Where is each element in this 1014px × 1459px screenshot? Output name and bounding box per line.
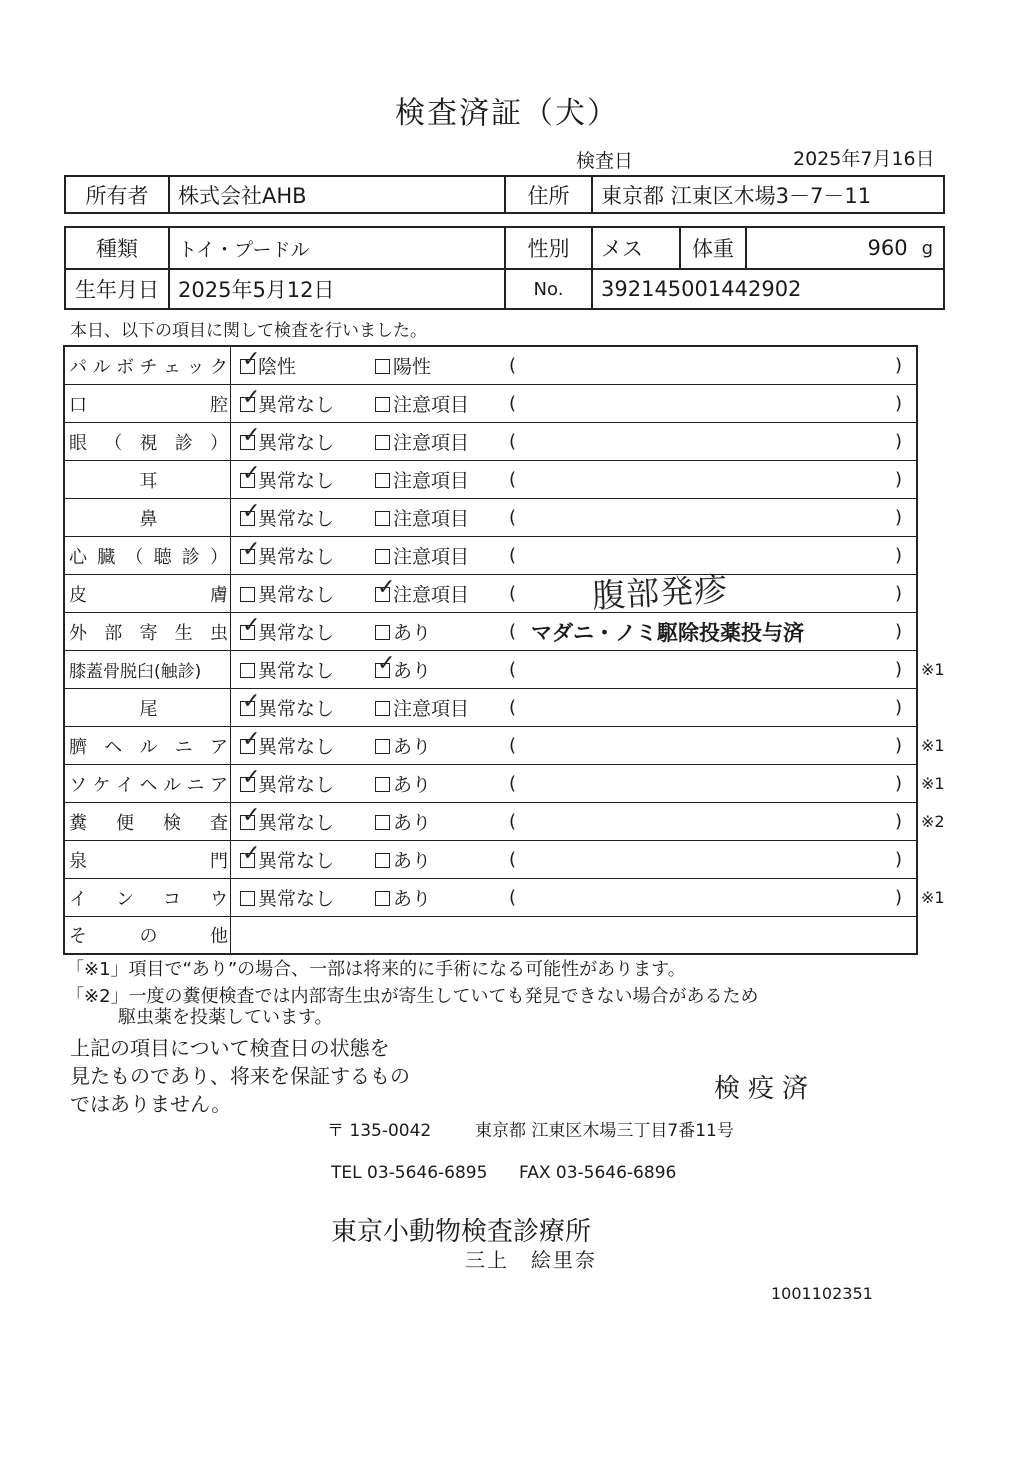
item-label-char: ウ [210, 888, 228, 910]
remark-open-paren: ( [509, 849, 517, 870]
item-label-char: 膚 [210, 584, 228, 606]
inspection-grid [63, 345, 945, 955]
serial-number: 1001102351 [771, 1284, 873, 1303]
inspection-item-label [65, 423, 231, 460]
option-label: 異常なし [258, 470, 335, 492]
checked-box-icon[interactable] [240, 777, 255, 792]
checked-box-icon[interactable] [240, 473, 255, 488]
option-label: 陰性 [258, 356, 297, 378]
checkbox-icon[interactable] [375, 473, 390, 488]
option-normal[interactable] [240, 651, 334, 688]
option-alert[interactable] [375, 803, 431, 840]
item-label-char: 心 [69, 546, 87, 568]
checked-box-icon[interactable] [240, 511, 255, 526]
option-normal[interactable] [240, 689, 334, 726]
weight-unit: g [921, 237, 933, 259]
option-alert[interactable] [375, 537, 469, 574]
item-label-char: 便 [116, 812, 134, 834]
remark-open-paren: ( [509, 507, 517, 528]
checkbox-icon[interactable] [375, 891, 390, 906]
footnote-mark: ※2 [921, 812, 945, 831]
notice-text: 本日、以下の項目に関して検査を行いました。 [70, 321, 427, 341]
inspection-row [65, 651, 945, 689]
option-alert[interactable] [375, 613, 431, 650]
option-label: あり [393, 622, 432, 644]
option-label: あり [393, 774, 432, 796]
remark-close-paren: ) [895, 393, 903, 414]
weight-value: 960 [867, 236, 908, 260]
checked-box-icon[interactable] [240, 435, 255, 450]
exam-date-label: 検査日 [576, 150, 634, 172]
option-label: あり [393, 660, 432, 682]
option-label: 注意項目 [393, 394, 470, 416]
option-label: 異常なし [258, 584, 335, 606]
remark-open-paren: ( [509, 697, 517, 718]
option-normal[interactable] [240, 613, 334, 650]
item-label-char: 寄 [139, 622, 158, 644]
remark-close-paren: ) [895, 887, 903, 908]
footnote-mark: ※1 [921, 888, 945, 907]
option-normal[interactable] [240, 841, 334, 878]
item-label-char: 腔 [210, 394, 228, 416]
inspection-row [65, 385, 916, 423]
option-normal[interactable] [240, 423, 334, 460]
item-label-char: チ [139, 356, 158, 378]
option-alert[interactable] [375, 689, 469, 726]
option-label: 異常なし [258, 850, 335, 872]
vet-name: 三上 絵里奈 [465, 1248, 597, 1272]
option-alert[interactable] [375, 879, 431, 916]
quarantine-stamp: 検疫済 [714, 1074, 817, 1104]
option-label: 異常なし [258, 660, 335, 682]
sex-value: メス [593, 228, 681, 268]
inspection-row [65, 917, 916, 955]
remark-close-paren: ) [895, 773, 903, 794]
postal-code: 〒 135-0042 [327, 1121, 432, 1141]
remark-open-paren: ( [509, 621, 517, 642]
number-value: 392145001442902 [592, 269, 944, 309]
item-label-char: ェ [163, 356, 181, 378]
inspection-item-label [65, 613, 231, 650]
option-alert[interactable] [375, 727, 431, 764]
checkbox-icon[interactable] [375, 701, 390, 716]
clinic-phone: TEL 03-5646-6895 [331, 1163, 488, 1183]
checked-box-icon[interactable] [240, 549, 255, 564]
option-label: 異常なし [258, 736, 335, 758]
checkbox-icon[interactable] [375, 435, 390, 450]
checked-box-icon[interactable] [375, 663, 390, 678]
item-label-char: 査 [210, 812, 228, 834]
item-label-char: の [139, 926, 158, 947]
item-label-char: ） [210, 432, 228, 454]
inspection-item-label [65, 499, 231, 536]
option-alert[interactable] [375, 347, 431, 384]
item-label-char: ッ [186, 356, 205, 378]
item-label-char: 口 [69, 394, 87, 416]
remark-close-paren: ) [895, 849, 903, 870]
option-normal[interactable] [240, 385, 334, 422]
checkbox-icon[interactable] [375, 739, 390, 754]
option-label: 異常なし [258, 812, 335, 834]
option-alert[interactable] [375, 765, 431, 802]
inspection-row [65, 499, 916, 537]
inspection-item-label [65, 879, 231, 916]
option-normal[interactable] [240, 727, 334, 764]
option-label: 注意項目 [393, 432, 470, 454]
item-label-char: ニ [186, 774, 205, 796]
remark-close-paren: ) [895, 355, 903, 376]
remark-close-paren: ) [895, 811, 903, 832]
inspection-item-label [65, 537, 231, 574]
item-label-char: 他 [210, 926, 228, 947]
checkbox-icon[interactable] [375, 815, 390, 830]
inspection-row [65, 613, 916, 651]
item-label-char: （ [125, 546, 144, 568]
checked-box-icon[interactable] [240, 359, 255, 374]
checked-box-icon[interactable] [240, 815, 255, 830]
option-alert[interactable] [375, 651, 431, 688]
remark-close-paren: ) [895, 583, 903, 604]
owner-table [64, 175, 945, 214]
owner-value: 株式会社AHB [169, 176, 505, 213]
item-label-char: ヘ [139, 774, 158, 796]
animal-table [64, 226, 945, 310]
inspection-item-label [65, 651, 231, 688]
option-label: あり [393, 888, 432, 910]
sex-label: 性別 [505, 227, 592, 269]
remark-open-paren: ( [509, 545, 517, 566]
address-value: 東京都 江東区木場3－7－11 [592, 176, 944, 213]
option-label: 注意項目 [393, 584, 470, 606]
inspection-item-label [65, 765, 231, 802]
inspection-item-label [65, 803, 231, 840]
checkbox-icon[interactable] [375, 549, 390, 564]
footnote-mark: ※1 [921, 736, 945, 755]
option-label: 異常なし [258, 508, 335, 530]
option-label: 注意項目 [393, 546, 470, 568]
remark-open-paren: ( [509, 811, 517, 832]
option-label: あり [393, 850, 432, 872]
item-label-char: パ [69, 356, 87, 378]
item-label-char: 皮 [69, 584, 87, 606]
clinic-address: 東京都 江東区木場三丁目7番11号 [475, 1121, 734, 1141]
footnote-mark: ※1 [921, 774, 945, 793]
option-normal[interactable] [240, 765, 334, 802]
checked-box-icon[interactable] [240, 625, 255, 640]
inspection-item-label [65, 385, 231, 422]
inspection-row [65, 423, 916, 461]
item-label-char: ボ [116, 356, 134, 378]
item-label-char: ア [210, 736, 228, 758]
inspection-row [65, 841, 916, 879]
item-label-char: ル [92, 356, 111, 378]
inspection-row [65, 879, 945, 917]
remark-open-paren: ( [509, 355, 517, 376]
item-label-char: 外 [69, 622, 87, 644]
inspection-row [65, 461, 916, 499]
option-label: 注意項目 [393, 470, 470, 492]
option-alert[interactable] [375, 461, 469, 498]
footnote-2: 「※2」一度の糞便検査では内部寄生虫が寄生していても発見できない場合があるため [66, 986, 759, 1007]
item-label-char: 聴 [153, 546, 172, 568]
weight-field [747, 228, 943, 268]
inspection-row [65, 689, 916, 727]
owner-label: 所有者 [65, 176, 169, 213]
inspection-item-label [65, 841, 231, 878]
inspection-item-label [65, 917, 231, 953]
checkbox-icon[interactable] [375, 625, 390, 640]
remark-open-paren: ( [509, 735, 517, 756]
item-label-char: 眼 [69, 432, 87, 454]
remark-open-paren: ( [509, 431, 517, 452]
inspection-item-label [65, 461, 231, 498]
item-label-char: （ [104, 432, 123, 454]
checkbox-icon[interactable] [375, 777, 390, 792]
option-alert[interactable] [375, 499, 469, 536]
inspection-item-label [65, 727, 231, 764]
exam-date-value: 2025年7月16日 [793, 148, 935, 170]
footnote-1: 「※1」項目で“あり”の場合、一部は将来的に手術になる可能性があります。 [66, 959, 686, 980]
option-label: 異常なし [258, 432, 335, 454]
handwritten-note: 腹部発疹 [591, 569, 730, 616]
item-label-char: ヘ [104, 736, 123, 758]
sex-weight-cell [592, 227, 944, 269]
number-label: No. [505, 269, 592, 309]
option-alert[interactable] [375, 841, 431, 878]
item-label-char: 糞 [69, 812, 87, 834]
option-label: 異常なし [258, 774, 335, 796]
option-alert[interactable] [375, 385, 469, 422]
address-label: 住所 [505, 176, 592, 213]
checkbox-icon[interactable] [240, 891, 255, 906]
checkbox-icon[interactable] [375, 511, 390, 526]
option-label: あり [393, 736, 432, 758]
item-label-char: 診 [181, 546, 200, 568]
checkbox-icon[interactable] [240, 587, 255, 602]
remark-close-paren: ) [895, 621, 903, 642]
item-label-char: 膝蓋骨脱臼(触診) [69, 662, 202, 682]
checked-box-icon[interactable] [240, 701, 255, 716]
inspection-row [65, 727, 945, 765]
item-label-char: ） [209, 546, 228, 568]
remark-open-paren: ( [509, 773, 517, 794]
option-label: 異常なし [258, 698, 335, 720]
inspection-item-label [65, 347, 231, 384]
item-label-char: 部 [104, 622, 123, 644]
option-normal[interactable] [240, 803, 334, 840]
item-label-char: ン [116, 888, 134, 910]
option-label: 注意項目 [393, 508, 470, 530]
inspection-row [65, 803, 945, 841]
option-label: 注意項目 [393, 698, 470, 720]
checked-box-icon[interactable] [375, 587, 390, 602]
option-normal[interactable] [240, 537, 334, 574]
breed-label: 種類 [65, 227, 169, 269]
footnote-mark: ※1 [921, 660, 945, 679]
item-label-char: コ [163, 888, 181, 910]
item-label-char: 診 [174, 432, 193, 454]
checked-box-icon[interactable] [240, 397, 255, 412]
option-label: 異常なし [258, 546, 335, 568]
remark-close-paren: ) [895, 545, 903, 566]
remark-close-paren: ) [895, 735, 903, 756]
remark-open-paren: ( [509, 393, 517, 414]
item-label-char: ル [139, 736, 158, 758]
item-label-char: 臍 [69, 736, 87, 758]
item-label-char: 耳 [139, 470, 158, 492]
option-normal[interactable] [240, 499, 334, 536]
option-label: 異常なし [258, 622, 335, 644]
checkbox-icon[interactable] [375, 359, 390, 374]
checked-box-icon[interactable] [240, 739, 255, 754]
item-label-char: ル [163, 774, 181, 796]
item-label-char: ケ [92, 774, 111, 796]
option-normal[interactable] [240, 461, 334, 498]
footnote-2-cont: 駆虫薬を投薬しています。 [118, 1007, 333, 1028]
option-label: 陽性 [393, 356, 432, 378]
remark-open-paren: ( [509, 583, 517, 604]
inspection-row [65, 537, 916, 575]
remark-close-paren: ) [895, 469, 903, 490]
remark-close-paren: ) [895, 431, 903, 452]
remark-open-paren: ( [509, 469, 517, 490]
item-label-char: イ [116, 774, 134, 796]
remark-text: マダニ・ノミ駆除投薬投与済 [531, 620, 804, 645]
clinic-fax: FAX 03-5646-6896 [519, 1163, 677, 1183]
item-label-char: 生 [174, 622, 193, 644]
item-label-char: 鼻 [139, 508, 158, 530]
option-label: 異常なし [258, 888, 335, 910]
inspection-row [65, 575, 916, 613]
checkbox-icon[interactable] [240, 663, 255, 678]
checkbox-icon[interactable] [375, 397, 390, 412]
option-normal[interactable] [240, 575, 334, 612]
remark-close-paren: ) [895, 507, 903, 528]
birthdate-value: 2025年5月12日 [169, 269, 505, 309]
option-normal[interactable] [240, 347, 296, 384]
option-normal[interactable] [240, 879, 334, 916]
inspection-item-label [65, 575, 231, 612]
inspection-row [65, 347, 916, 385]
remark-open-paren: ( [509, 887, 517, 908]
remark-open-paren: ( [509, 659, 517, 680]
checked-box-icon[interactable] [240, 853, 255, 868]
disclaimer-statement: 上記の項目について検査日の状態を 見たものであり、将来を保証するもの ではありません。 [70, 1036, 410, 1116]
item-label-char: ニ [174, 736, 193, 758]
item-label-char: ク [210, 356, 228, 378]
document-title: 検査済証（犬） [395, 96, 619, 131]
item-label-char: 検 [163, 812, 181, 834]
birthdate-label: 生年月日 [65, 269, 169, 309]
item-label-char: 虫 [210, 622, 228, 644]
item-label-char: 門 [210, 850, 228, 872]
weight-label: 体重 [681, 228, 747, 268]
option-alert[interactable] [375, 423, 469, 460]
option-label: 異常なし [258, 394, 335, 416]
item-label-char: 視 [139, 432, 158, 454]
breed-value: トイ・プードル [169, 227, 505, 269]
option-alert[interactable] [375, 575, 469, 612]
item-label-char: ソ [69, 774, 87, 796]
inspection-row [65, 765, 945, 803]
item-label-char: そ [69, 926, 87, 947]
option-label: あり [393, 812, 432, 834]
remark-close-paren: ) [895, 659, 903, 680]
item-label-char: 尾 [139, 698, 158, 720]
item-label-char: 泉 [69, 850, 87, 872]
remark-close-paren: ) [895, 697, 903, 718]
item-label-char: 臓 [97, 546, 116, 568]
checkbox-icon[interactable] [375, 853, 390, 868]
item-label-char: イ [69, 888, 87, 910]
clinic-name: 東京小動物検査診療所 [331, 1217, 592, 1247]
inspection-item-label [65, 689, 231, 726]
item-label-char: ア [210, 774, 228, 796]
